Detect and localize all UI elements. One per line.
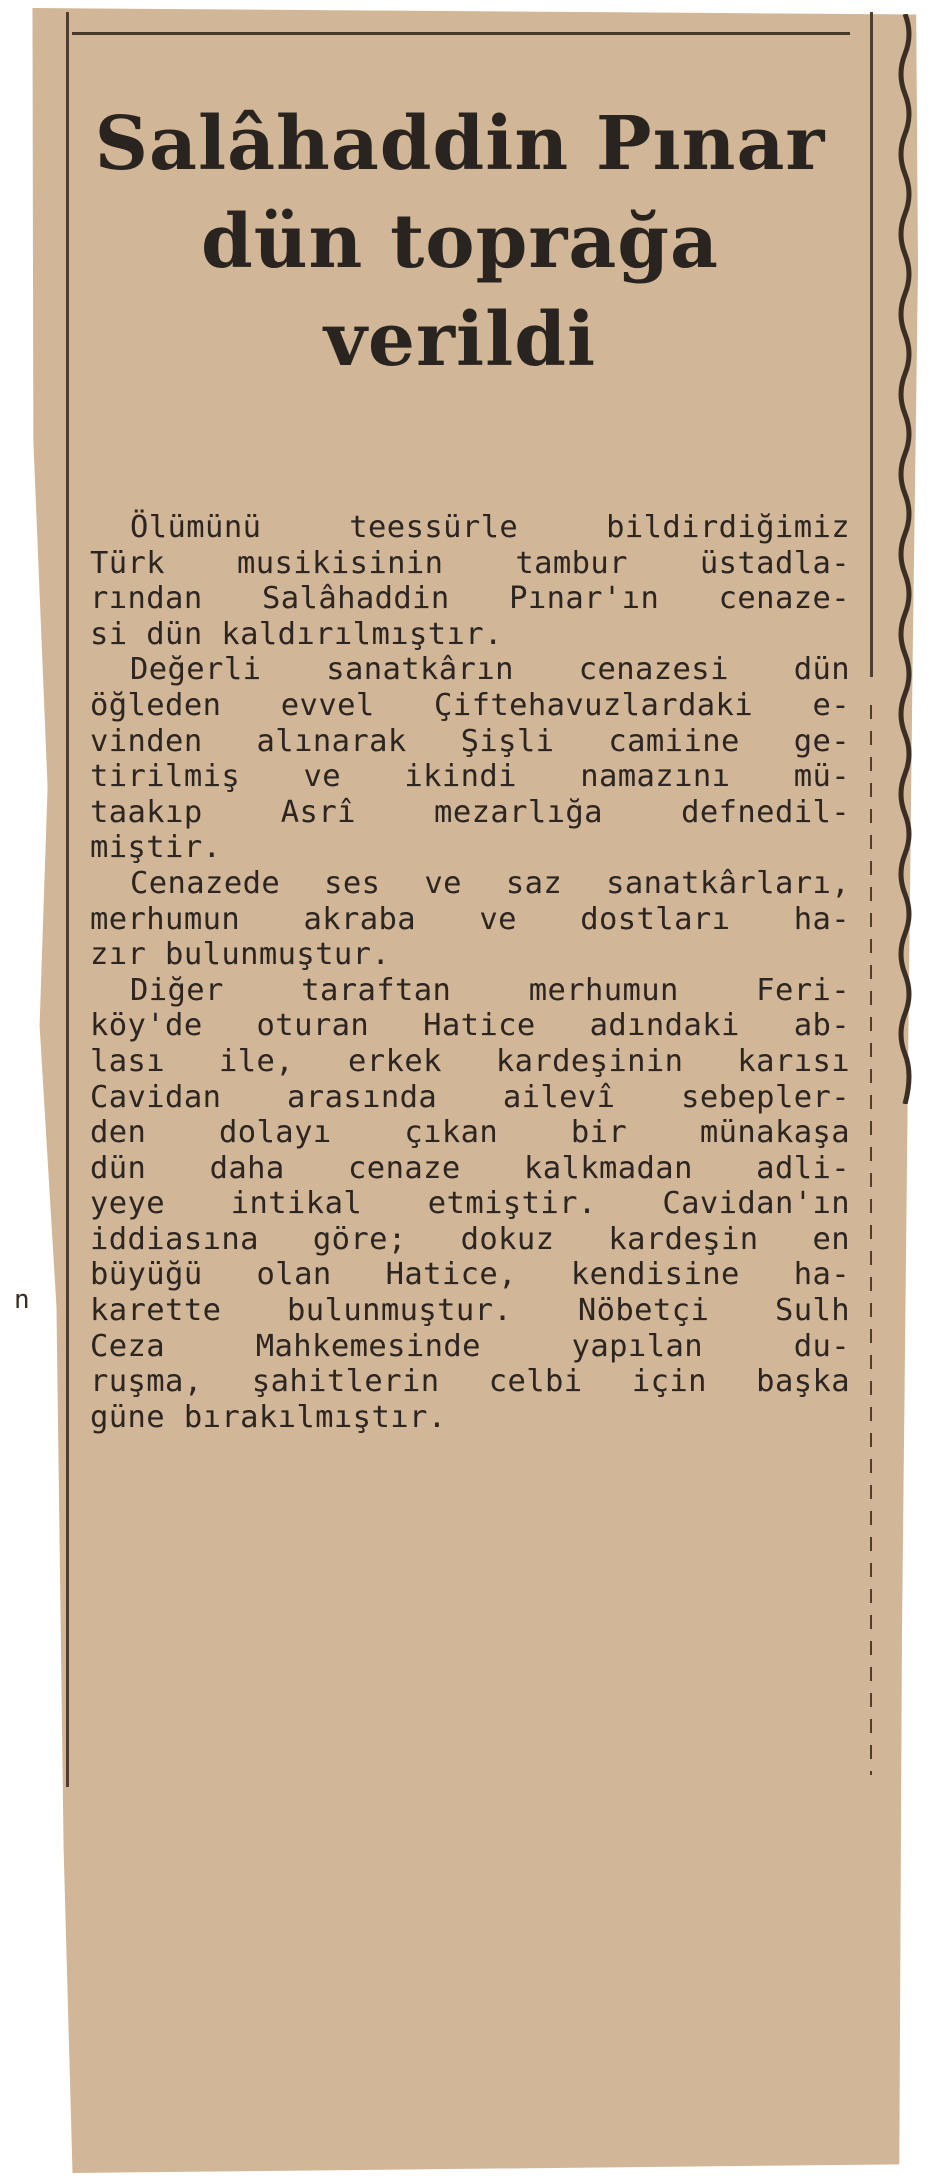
article-paragraph <box>90 652 850 866</box>
article-paragraph <box>90 973 850 1436</box>
article-body <box>90 510 850 1435</box>
article-line: Değerli sanatkârın cenazesi dün <box>130 652 850 688</box>
right-column-dashed-rule <box>870 705 872 1775</box>
article-line: iddiasına göre; dokuz kardeşin en <box>90 1221 850 1257</box>
article-line: büyüğü olan Hatice, kendisine ha- <box>90 1257 850 1293</box>
article-line: zır bulunmuştur. <box>90 937 391 973</box>
headline-line-2: dün toprağa <box>200 199 719 285</box>
article-line: karette bulunmuştur. Nöbetçi Sulh <box>90 1293 850 1329</box>
article-line: lası ile, erkek kardeşinin karısı <box>90 1043 850 1079</box>
article-paragraph <box>90 510 850 652</box>
article-line: öğleden evvel Çiftehavuzlardaki e- <box>90 687 850 723</box>
article-line: Türk musikisinin tambur üstadla- <box>90 545 850 581</box>
article-line: tirilmiş ve ikindi namazını mü- <box>90 759 850 795</box>
adjacent-column-edge <box>895 14 915 1104</box>
article-line: merhumun akraba ve dostları ha- <box>90 901 850 937</box>
headline-line-1: Salâhaddin Pınar <box>94 101 826 187</box>
article-line: Ceza Mahkemesinde yapılan du- <box>90 1328 850 1364</box>
article-line: den dolayı çıkan bir münakaşa <box>90 1115 850 1151</box>
headline <box>80 95 840 389</box>
article-line: Ölümünü teessürle bildirdiğimiz <box>130 510 850 545</box>
headline-line-3: verildi <box>323 297 597 383</box>
right-column-rule <box>870 12 873 677</box>
article-line: dün daha cenaze kalkmadan adli- <box>90 1150 850 1186</box>
article-line: miştir. <box>90 830 222 866</box>
article-line: ruşma, şahitlerin celbi için başka <box>90 1364 850 1400</box>
margin-letter: n <box>14 1285 30 1315</box>
top-rule <box>72 32 850 35</box>
article-paragraph <box>90 866 850 973</box>
article-line: Cavidan arasında ailevî sebepler- <box>90 1079 850 1115</box>
article-line: Diğer taraftan merhumun Feri- <box>130 972 850 1008</box>
article-line: taakıp Asrî mezarlığa defnedil- <box>90 794 850 830</box>
article-line: köy'de oturan Hatice adındaki ab- <box>90 1008 850 1044</box>
article-line: vinden alınarak Şişli camiine ge- <box>90 723 850 759</box>
article-line: güne bırakılmıştır. <box>90 1399 447 1435</box>
article-line: Cenazede ses ve saz sanatkârları, <box>130 865 850 901</box>
left-column-rule <box>66 12 69 1787</box>
article-line: yeye intikal etmiştir. Cavidan'ın <box>90 1186 850 1222</box>
article-line: rından Salâhaddin Pınar'ın cenaze- <box>90 581 850 617</box>
article-line: si dün kaldırılmıştır. <box>90 616 503 652</box>
